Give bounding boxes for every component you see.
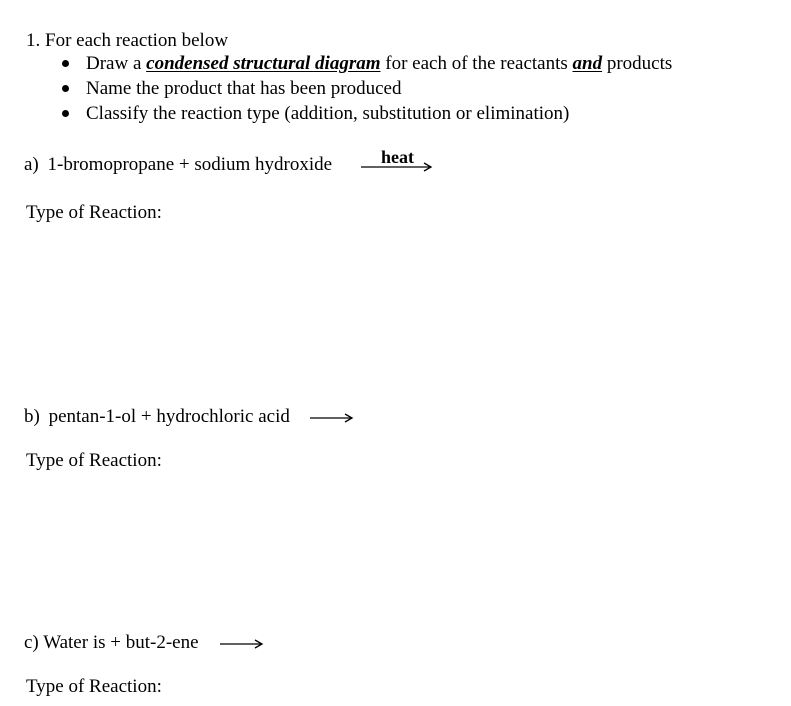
reaction-c-label: c) (24, 632, 39, 653)
reaction-c-equation: Water is + but-2-ene (43, 632, 199, 653)
reaction-c-type-label: Type of Reaction: (26, 676, 162, 697)
instruction-emphasis-and: and (572, 53, 603, 74)
instruction-draw (86, 53, 672, 75)
reaction-c (24, 632, 199, 654)
reaction-b (24, 406, 290, 428)
instruction-draw-post: products (602, 53, 673, 74)
instruction-name-product: Name the product that has been produced (86, 78, 402, 99)
instruction-emphasis-diagram: condensed structural diagram (146, 53, 381, 74)
reaction-a (24, 154, 332, 176)
instruction-draw-mid: for each of the reactants (380, 53, 573, 74)
bullet-dot (62, 60, 69, 67)
reaction-a-label: a) (24, 154, 39, 175)
reaction-a-condition: heat (381, 147, 414, 167)
reaction-b-type-label: Type of Reaction: (26, 450, 162, 471)
reaction-c-arrow-icon (219, 637, 265, 651)
bullet-dot (62, 110, 69, 117)
bullet-dot (62, 85, 69, 92)
question-heading: 1. For each reaction below (26, 30, 229, 51)
reaction-a-type-label: Type of Reaction: (26, 202, 162, 223)
reaction-b-arrow-icon (309, 411, 355, 425)
reaction-b-equation: pentan-1-ol + hydrochloric acid (48, 406, 290, 427)
reaction-b-label: b) (24, 406, 40, 427)
reaction-a-arrow-icon (360, 160, 436, 174)
instruction-draw-pre: Draw a (86, 53, 147, 74)
reaction-a-equation: 1-bromopropane + sodium hydroxide (47, 154, 333, 175)
instruction-classify: Classify the reaction type (addition, substitution or elimination) (86, 103, 570, 124)
